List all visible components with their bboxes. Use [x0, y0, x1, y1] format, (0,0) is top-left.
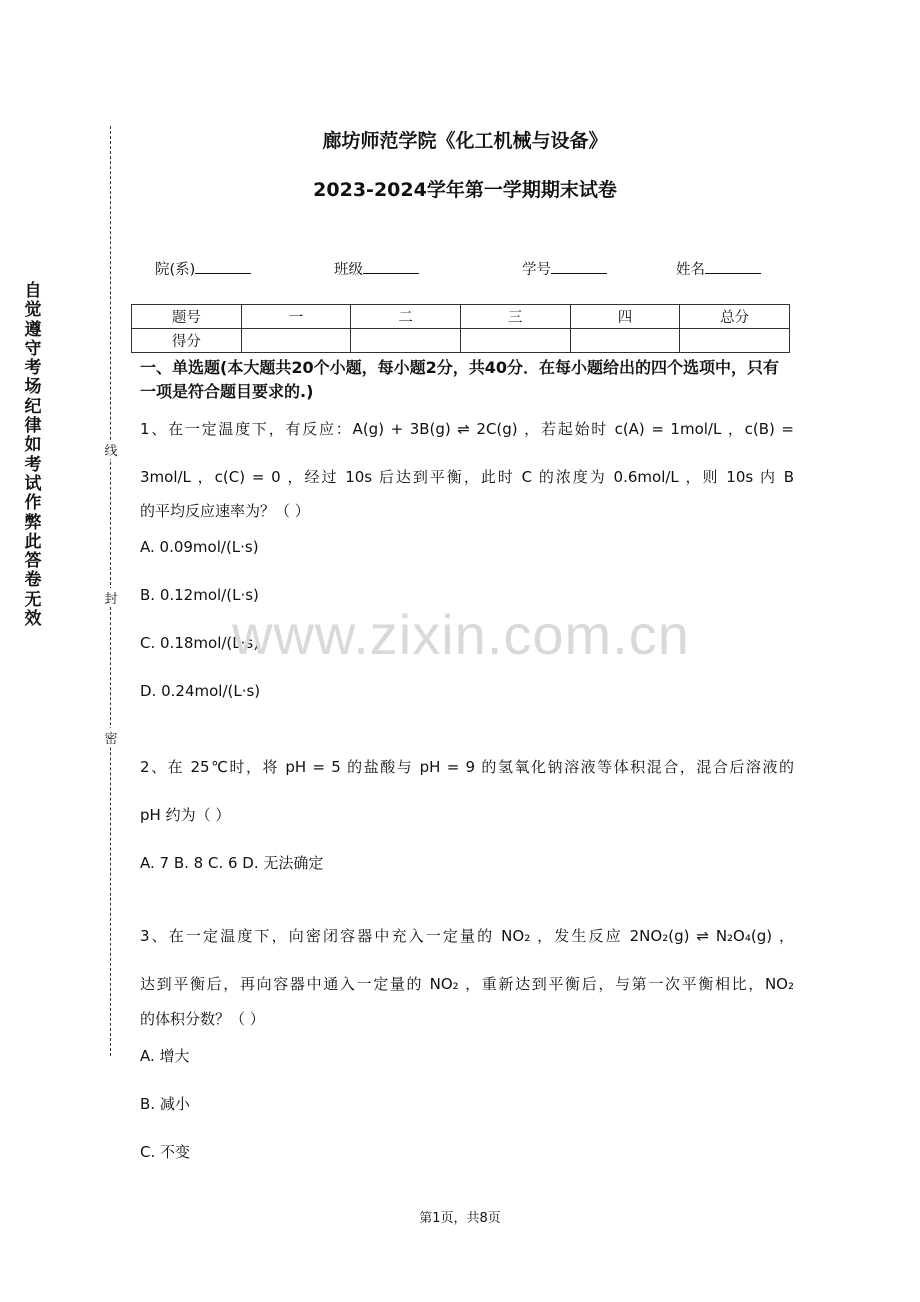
student-id-blank[interactable]: [551, 259, 607, 274]
q1-option-b: B. 0.12mol/(L·s): [140, 586, 259, 604]
q3-option-c: C. 不变: [140, 1143, 191, 1161]
q2-stem-line2: pH 约为（ ）: [140, 806, 231, 824]
q3-option-a: A. 增大: [140, 1047, 190, 1065]
seal-mark-seal: 封: [101, 588, 121, 607]
score-cell[interactable]: [680, 329, 790, 353]
margin-notice: 自 觉 遵 守 考 场 纪 律 如 考 试 作 弊 此 答 卷 无 效: [24, 281, 42, 630]
q3-stem-line3: 的体积分数？（ ）: [140, 1010, 265, 1028]
score-row-label: 得分: [132, 329, 242, 353]
student-id-label: 学号: [522, 262, 551, 278]
student-id-field: [522, 258, 607, 279]
header-cell: 一: [241, 305, 351, 329]
header-cell: 四: [570, 305, 680, 329]
class-field: [334, 258, 419, 279]
name-label: 姓名: [676, 262, 705, 278]
header-cell: 二: [351, 305, 461, 329]
score-table: [131, 304, 790, 353]
seal-mark-secret: 密: [101, 728, 121, 747]
exam-title-line1: 廊坊师范学院《化工机械与设备》: [322, 130, 608, 152]
header-cell: 题号: [132, 305, 242, 329]
q1-stem-line1: 1、在一定温度下，有反应：A(g) + 3B(g) ⇌ 2C(g) ，若起始时 c(A) = 1mol/L ，c(B) =: [140, 420, 794, 438]
class-blank[interactable]: [363, 259, 419, 274]
score-cell[interactable]: [460, 329, 570, 353]
q1-option-d: D. 0.24mol/(L·s): [140, 682, 261, 700]
header-cell: 三: [460, 305, 570, 329]
score-table-header-row: [132, 305, 790, 329]
score-table-score-row: [132, 329, 790, 353]
q2-stem-line1: 2、在 25℃时，将 pH = 5 的盐酸与 pH = 9 的氢氧化钠溶液等体积混合，混合后溶液的: [140, 758, 794, 776]
header-cell: 总分: [680, 305, 790, 329]
q3-stem-line2: 达到平衡后，再向容器中通入一定量的 NO₂ ，重新达到平衡后，与第一次平衡相比，NO₂: [140, 975, 794, 993]
q1-option-c: C. 0.18mol/(L·s): [140, 634, 260, 652]
class-label: 班级: [334, 262, 363, 278]
name-field: [676, 258, 761, 279]
q3-option-b: B. 减小: [140, 1095, 190, 1113]
q1-stem-line3: 的平均反应速率为？（ ）: [140, 502, 310, 520]
q3-stem-line1: 3、在一定温度下，向密闭容器中充入一定量的 NO₂ ，发生反应 2NO₂(g) ⇌ N₂O₄(g) ，: [140, 927, 794, 945]
dept-field: [155, 258, 251, 279]
q2-options: A. 7 B. 8 C. 6 D. 无法确定: [140, 854, 324, 872]
seal-mark-line: 线: [101, 440, 121, 459]
score-cell[interactable]: [570, 329, 680, 353]
page-footer: 第1页，共8页: [419, 1211, 501, 1226]
name-blank[interactable]: [705, 259, 761, 274]
q1-stem-line2: 3mol/L ，c(C) = 0 ，经过 10s 后达到平衡，此时 C 的浓度为 0.6mol/L ，则 10s 内 B: [140, 468, 794, 486]
q1-option-a: A. 0.09mol/(L·s): [140, 538, 259, 556]
watermark: www.zixin.com.cn: [232, 603, 690, 666]
exam-title-line2: 2023-2024学年第一学期期末试卷: [313, 179, 617, 201]
score-cell[interactable]: [241, 329, 351, 353]
dept-blank[interactable]: [195, 259, 251, 274]
score-cell[interactable]: [351, 329, 461, 353]
section-heading: 一、单选题(本大题共20个小题，每小题2分，共40分．在每小题给出的四个选项中，只有一项是符合题目要求的.): [140, 358, 779, 401]
dept-label: 院(系): [155, 262, 196, 278]
